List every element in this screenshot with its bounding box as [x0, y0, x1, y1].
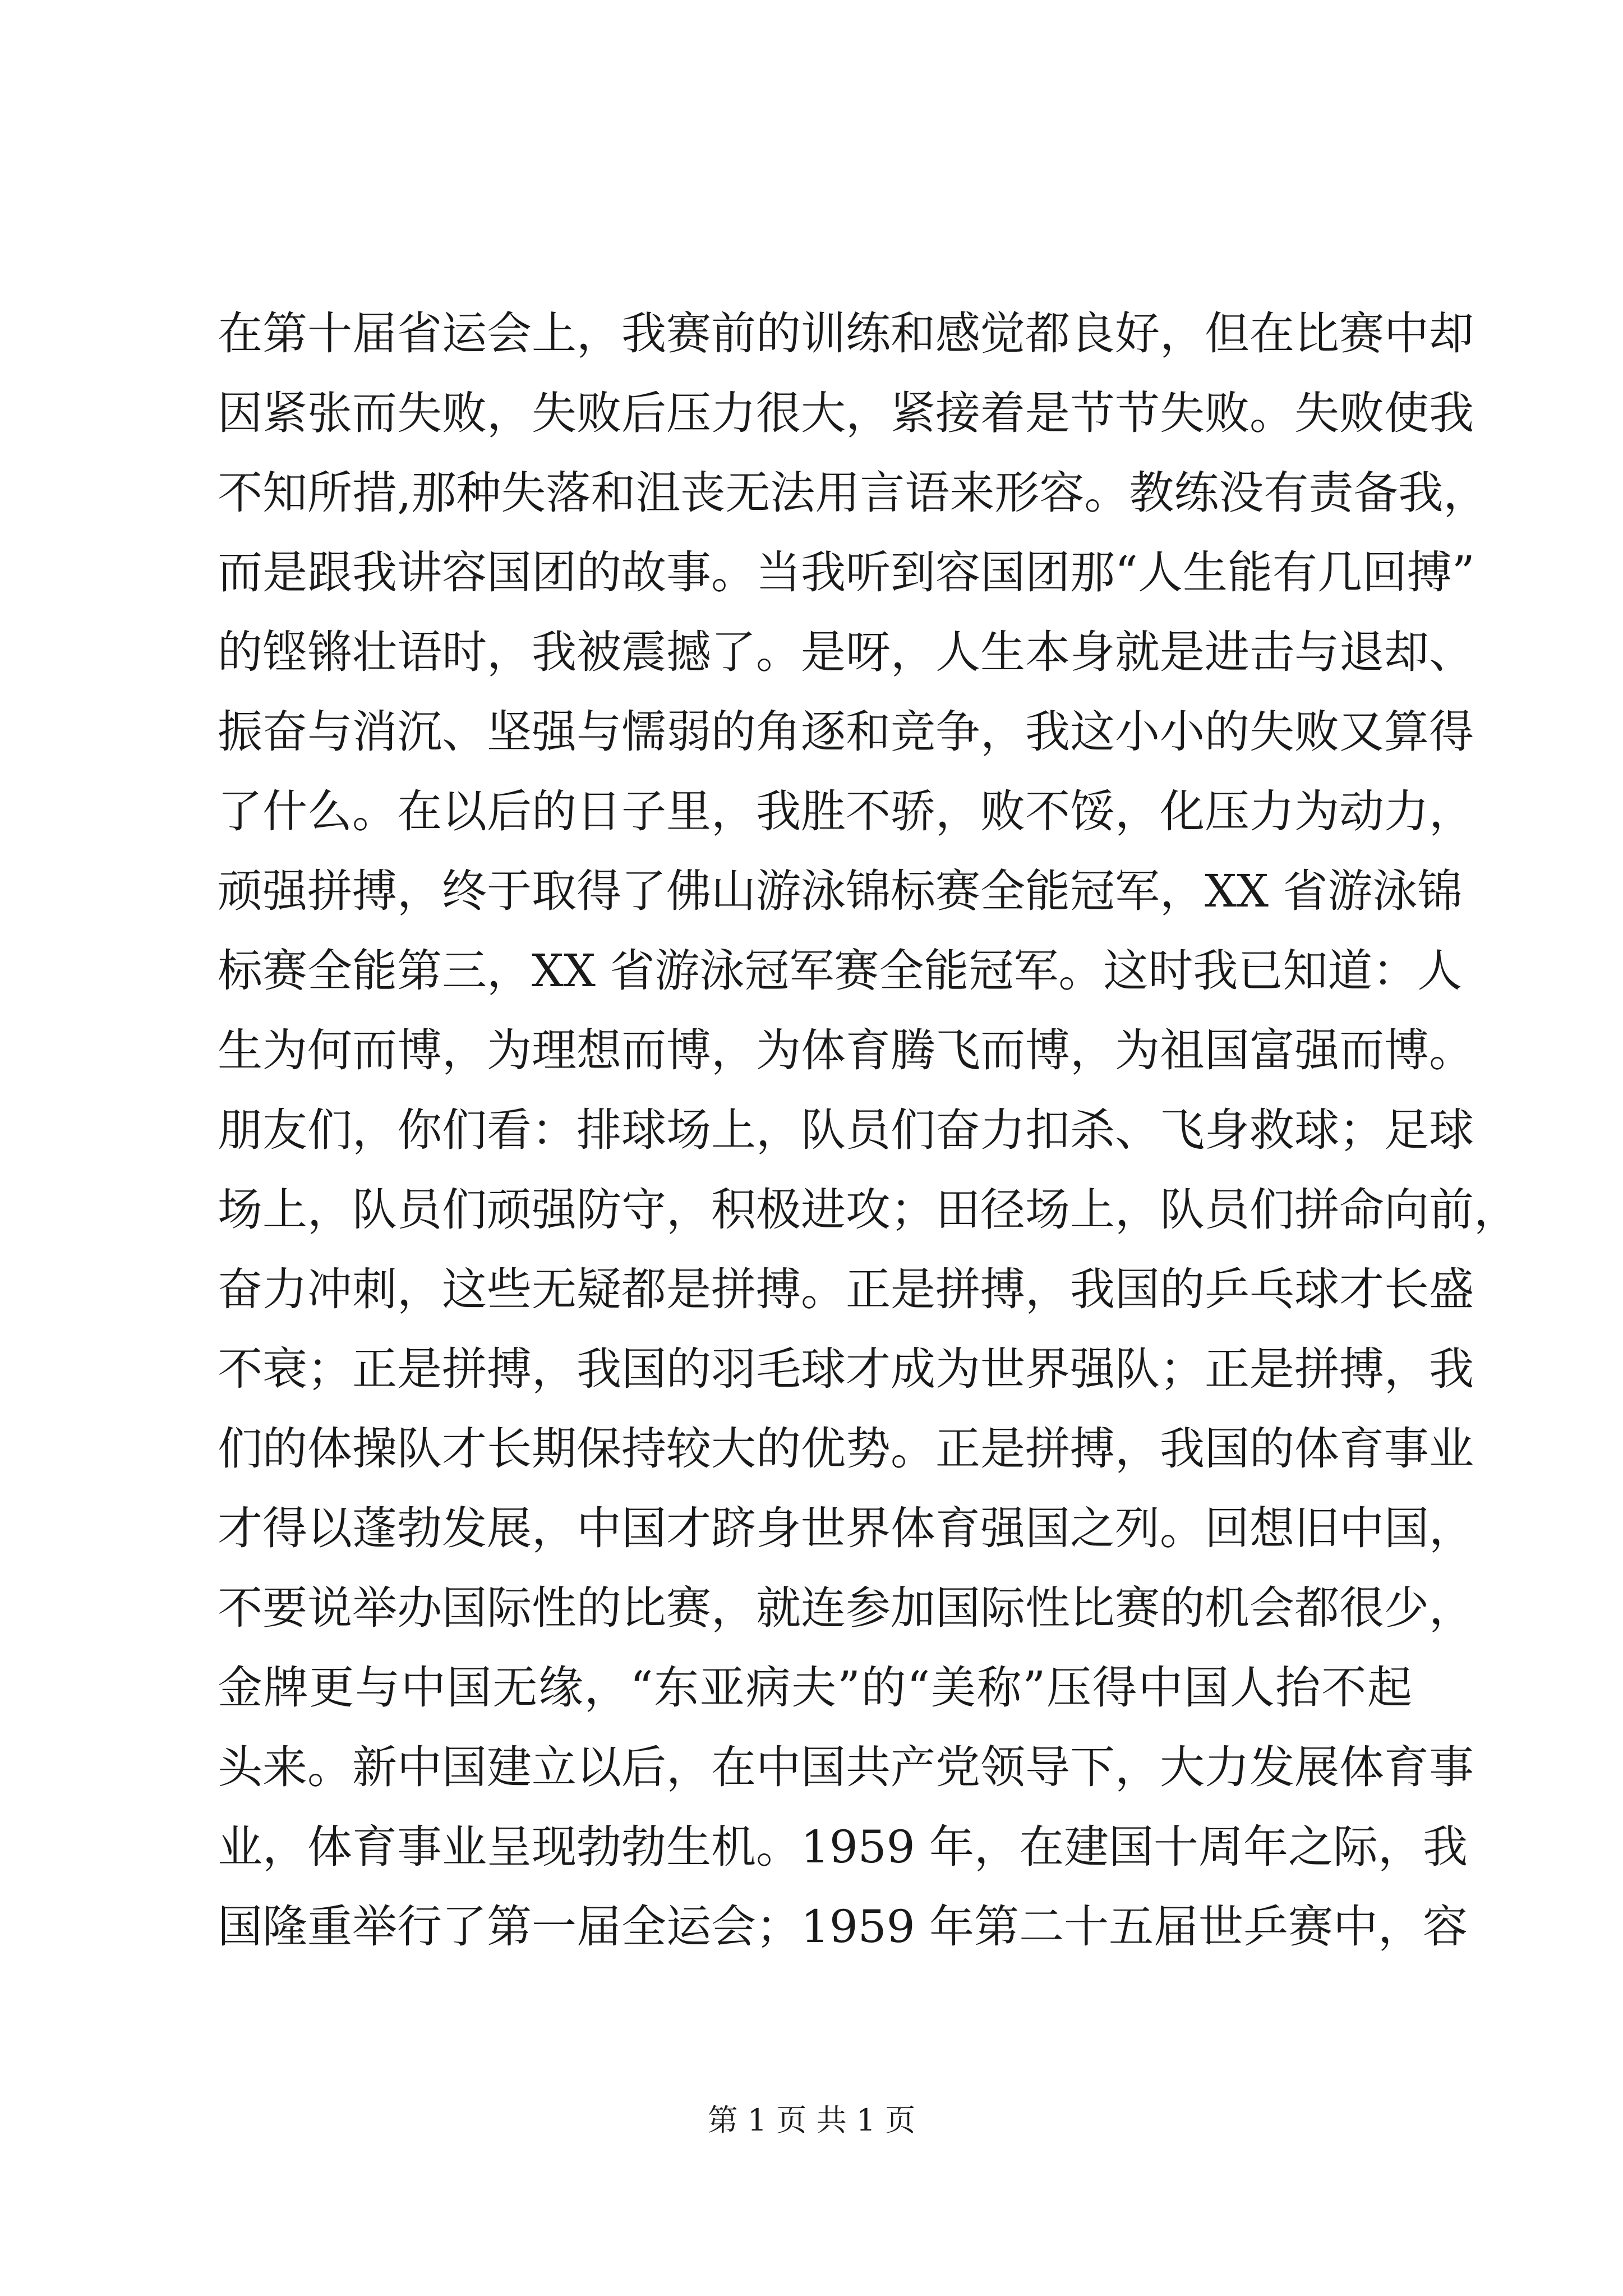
text-line: 生为何而博，为理想而博，为体育腾飞而博，为祖国富强而博。: [218, 1024, 1474, 1076]
page-footer: 第 1 页 共 1 页: [707, 2102, 916, 2138]
text-line: 不知所措,那种失落和沮丧无法用言语来形容。教练没有责备我，: [218, 467, 1488, 519]
text-line: 头来。新中国建立以后，在中国共产党领导下，大力发展体育事: [218, 1741, 1474, 1793]
text-line: 才得以蓬勃发展，中国才跻身世界体育强国之列。回想旧中国，: [218, 1502, 1474, 1554]
text-line: 顽强拼搏，终于取得了佛山游泳锦标赛全能冠军，XX 省游泳锦: [218, 865, 1463, 917]
body-text: [218, 294, 1519, 1967]
text-line: 在第十届省运会上，我赛前的训练和感觉都良好，但在比赛中却: [218, 307, 1474, 360]
text-line: 标赛全能第三，XX 省游泳冠军赛全能冠军。这时我已知道：人: [218, 945, 1463, 997]
text-line: 场上，队员们顽强防守，积极进攻；田径场上，队员们拼命向前，: [218, 1184, 1519, 1236]
text-line: 业，体育事业呈现勃勃生机。1959 年，在建国十周年之际，我: [218, 1821, 1468, 1873]
text-line: 们的体操队才长期保持较大的优势。正是拼搏，我国的体育事业: [218, 1423, 1474, 1475]
text-line: 朋友们，你们看：排球场上，队员们奋力扣杀、飞身救球；足球: [218, 1104, 1474, 1156]
text-line: 奋力冲刺，这些无疑都是拼搏。正是拼搏，我国的乒乓球才长盛: [218, 1263, 1474, 1315]
text-line: 振奋与消沉、坚强与懦弱的角逐和竞争，我这小小的失败又算得: [218, 706, 1474, 758]
text-line: 不要说举办国际性的比赛，就连参加国际性比赛的机会都很少，: [218, 1582, 1474, 1634]
text-line: 而是跟我讲容国团的故事。当我听到容国团那“人生能有几回搏”: [218, 546, 1475, 599]
text-line: 国隆重举行了第一届全运会；1959 年第二十五届世乒赛中，容: [218, 1901, 1468, 1953]
text-line: 了什么。在以后的日子里，我胜不骄，败不馁，化压力为动力，: [218, 785, 1474, 838]
text-line: 不衰；正是拼搏，我国的羽毛球才成为世界强队；正是拼搏，我: [218, 1343, 1474, 1395]
text-line: 的铿锵壮语时，我被震撼了。是呀，人生本身就是进击与退却、: [218, 626, 1474, 678]
text-line: 金牌更与中国无缘，“东亚病夫”的“美称”压得中国人抬不起: [218, 1662, 1412, 1714]
text-line: 因紧张而失败，失败后压力很大，紧接着是节节失败。失败使我: [218, 387, 1474, 439]
